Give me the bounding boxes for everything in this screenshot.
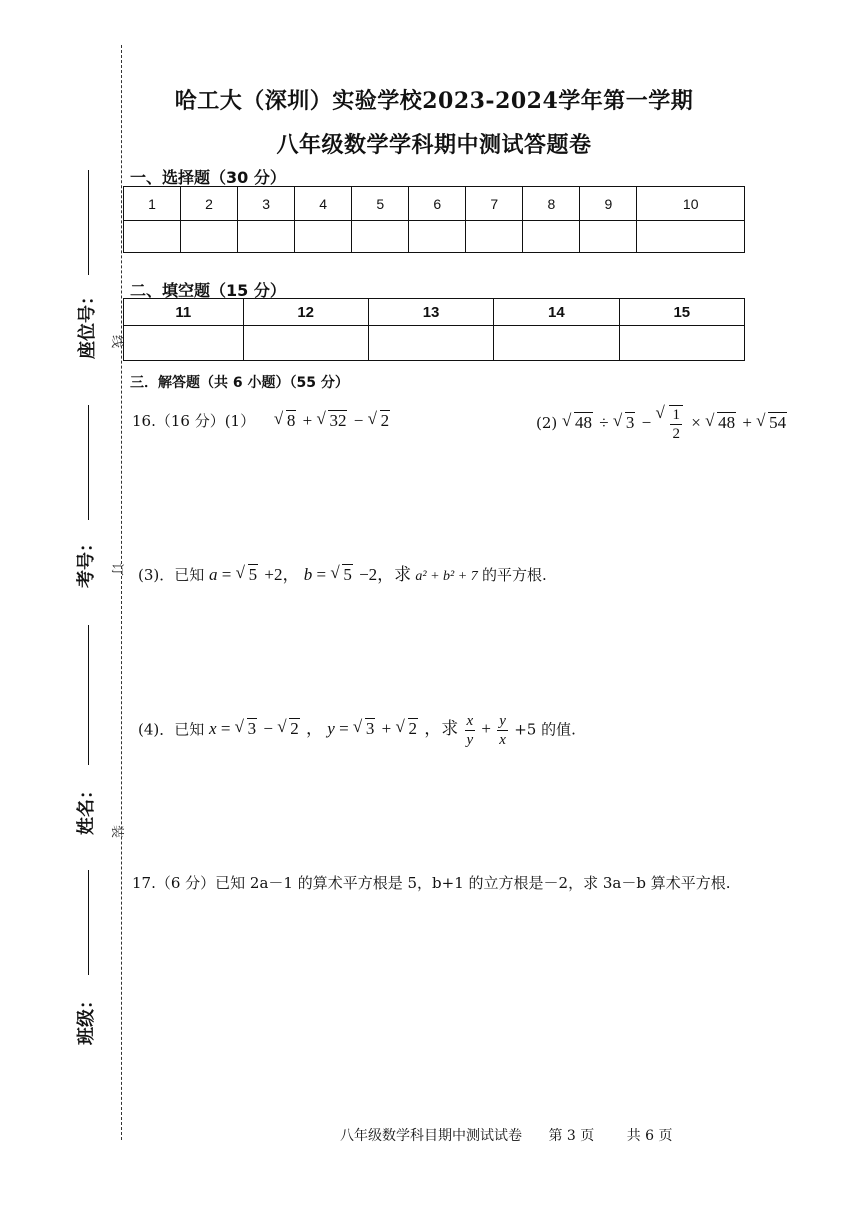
radicand: 8: [286, 411, 296, 430]
footer-page-number: 第 3 页: [548, 1128, 595, 1144]
separator: ，: [306, 719, 324, 739]
denominator: y: [466, 732, 474, 748]
variable: y: [327, 719, 335, 739]
section-choice-heading: 一、选择题（30 分）: [130, 168, 286, 187]
question-16-4-prefix: (4)．已知: [138, 720, 205, 739]
choice-number: 3: [238, 187, 295, 221]
fill-number: 11: [124, 299, 244, 326]
fill-answer-table: [123, 298, 745, 361]
operator: =: [339, 719, 349, 739]
footer-total-pages: 共 6 页: [626, 1128, 673, 1144]
choice-number: 5: [352, 187, 409, 221]
operator: =: [316, 565, 327, 584]
choice-answer-table: [123, 186, 745, 253]
radicand: 48: [718, 412, 736, 432]
question-16-prefix: 16.（16 分）(1）: [132, 412, 256, 430]
radicand: 2: [408, 719, 417, 739]
denominator: x: [499, 732, 506, 748]
fill-answer-cell[interactable]: [243, 326, 368, 361]
expression: a² + b² + 7: [415, 569, 478, 584]
radicand: 54: [769, 412, 787, 432]
denominator: 2: [672, 426, 680, 442]
operator: =: [220, 719, 231, 739]
variable: b: [303, 565, 313, 584]
radicand: 2: [380, 411, 390, 430]
seat-number-label: 座位号：: [77, 287, 98, 359]
page-title: 哈工大（深圳）实验学校2023-2024学年第一学期: [174, 88, 694, 114]
choice-answer-cell[interactable]: [238, 221, 295, 253]
choice-answer-cell[interactable]: [637, 221, 745, 253]
question-suffix: +5 的值.: [514, 720, 576, 739]
question-suffix: 的平方根.: [481, 566, 547, 584]
fill-answer-cell[interactable]: [619, 326, 744, 361]
fill-number: 12: [243, 299, 368, 326]
exam-number-line[interactable]: [88, 405, 89, 520]
binding-char-ding: 订: [109, 562, 125, 577]
variable: a: [209, 565, 218, 584]
radicand: 3: [625, 412, 635, 432]
choice-answer-cell[interactable]: [124, 221, 181, 253]
fraction: [669, 405, 683, 443]
fill-answer-cell[interactable]: [368, 326, 493, 361]
radicand: 3: [247, 719, 257, 739]
question-16-4: [138, 712, 576, 749]
page-footer: [340, 1125, 673, 1145]
question-16-3-prefix: (3)．已知: [138, 566, 205, 584]
choice-answer-cell[interactable]: [409, 221, 466, 253]
question-16-2-prefix: (2): [536, 413, 558, 432]
choice-number: 9: [580, 187, 637, 221]
class-line[interactable]: [88, 870, 89, 975]
operator: ×: [691, 412, 701, 432]
operator: +: [742, 412, 752, 432]
fraction: [465, 712, 476, 749]
binding-dashed-line: [121, 45, 122, 1140]
name-line[interactable]: [88, 625, 89, 765]
exam-number-label: 考号：: [76, 534, 97, 588]
binding-char-xian: 线: [109, 334, 125, 349]
operator: +: [302, 411, 313, 430]
numerator: √ 1: [672, 407, 680, 423]
operator: +: [381, 719, 392, 739]
radicand: 5: [343, 565, 352, 584]
operator: =: [221, 565, 232, 584]
fill-number: 13: [368, 299, 493, 326]
fill-number: 14: [494, 299, 619, 326]
question-16-2: [536, 405, 789, 443]
expression-part: −2，求: [359, 565, 412, 584]
fraction: [497, 712, 508, 749]
variable: x: [209, 719, 217, 739]
section-answer-heading: 三．解答题（共 6 小题）（55 分）: [130, 375, 349, 391]
choice-answer-cell[interactable]: [181, 221, 238, 253]
footer-subject: 八年级数学科目期中测试试卷: [340, 1128, 522, 1144]
name-label: 姓名：: [76, 781, 97, 835]
choice-answer-cell[interactable]: [352, 221, 409, 253]
operator: ÷: [599, 412, 609, 432]
radicand: 32: [329, 411, 347, 430]
choice-number: 4: [295, 187, 352, 221]
choice-number: 8: [523, 187, 580, 221]
choice-number: 6: [409, 187, 466, 221]
radicand: 48: [575, 412, 593, 432]
class-label: 班级：: [76, 991, 97, 1045]
numerator: x: [466, 713, 474, 729]
numerator: y: [499, 713, 506, 729]
radicand: 3: [365, 719, 375, 739]
seat-number-line[interactable]: [88, 170, 89, 275]
expression-part: ，求: [424, 719, 459, 739]
choice-number: 7: [466, 187, 523, 221]
page-subtitle: 八年级数学学科期中测试答题卷: [276, 132, 592, 158]
radicand: 5: [248, 565, 258, 584]
choice-answer-cell[interactable]: [466, 221, 523, 253]
question-17: 17.（6 分）已知 2a－1 的算术平方根是 5，b+1 的立方根是－2，求 3a－b 算术平方根.: [132, 874, 731, 892]
choice-number: 1: [124, 187, 181, 221]
expression-part: +2，: [264, 565, 300, 584]
fill-answer-cell[interactable]: [124, 326, 244, 361]
question-16-1: [132, 410, 392, 431]
binding-char-zhuang: 装: [109, 824, 125, 839]
operator: −: [263, 719, 274, 739]
choice-number: 2: [181, 187, 238, 221]
operator: −: [641, 412, 652, 432]
operator: −: [353, 411, 364, 430]
choice-answer-cell[interactable]: [295, 221, 352, 253]
operator: +: [481, 719, 492, 739]
radicand: 2: [290, 719, 299, 739]
choice-number: 10: [637, 187, 745, 221]
choice-answer-cell[interactable]: [523, 221, 580, 253]
question-16-3: [138, 560, 547, 585]
choice-answer-cell[interactable]: [580, 221, 637, 253]
fill-number: 15: [619, 299, 744, 326]
fill-answer-cell[interactable]: [494, 326, 619, 361]
section-fill-heading: 二、填空题（15 分）: [130, 281, 286, 300]
